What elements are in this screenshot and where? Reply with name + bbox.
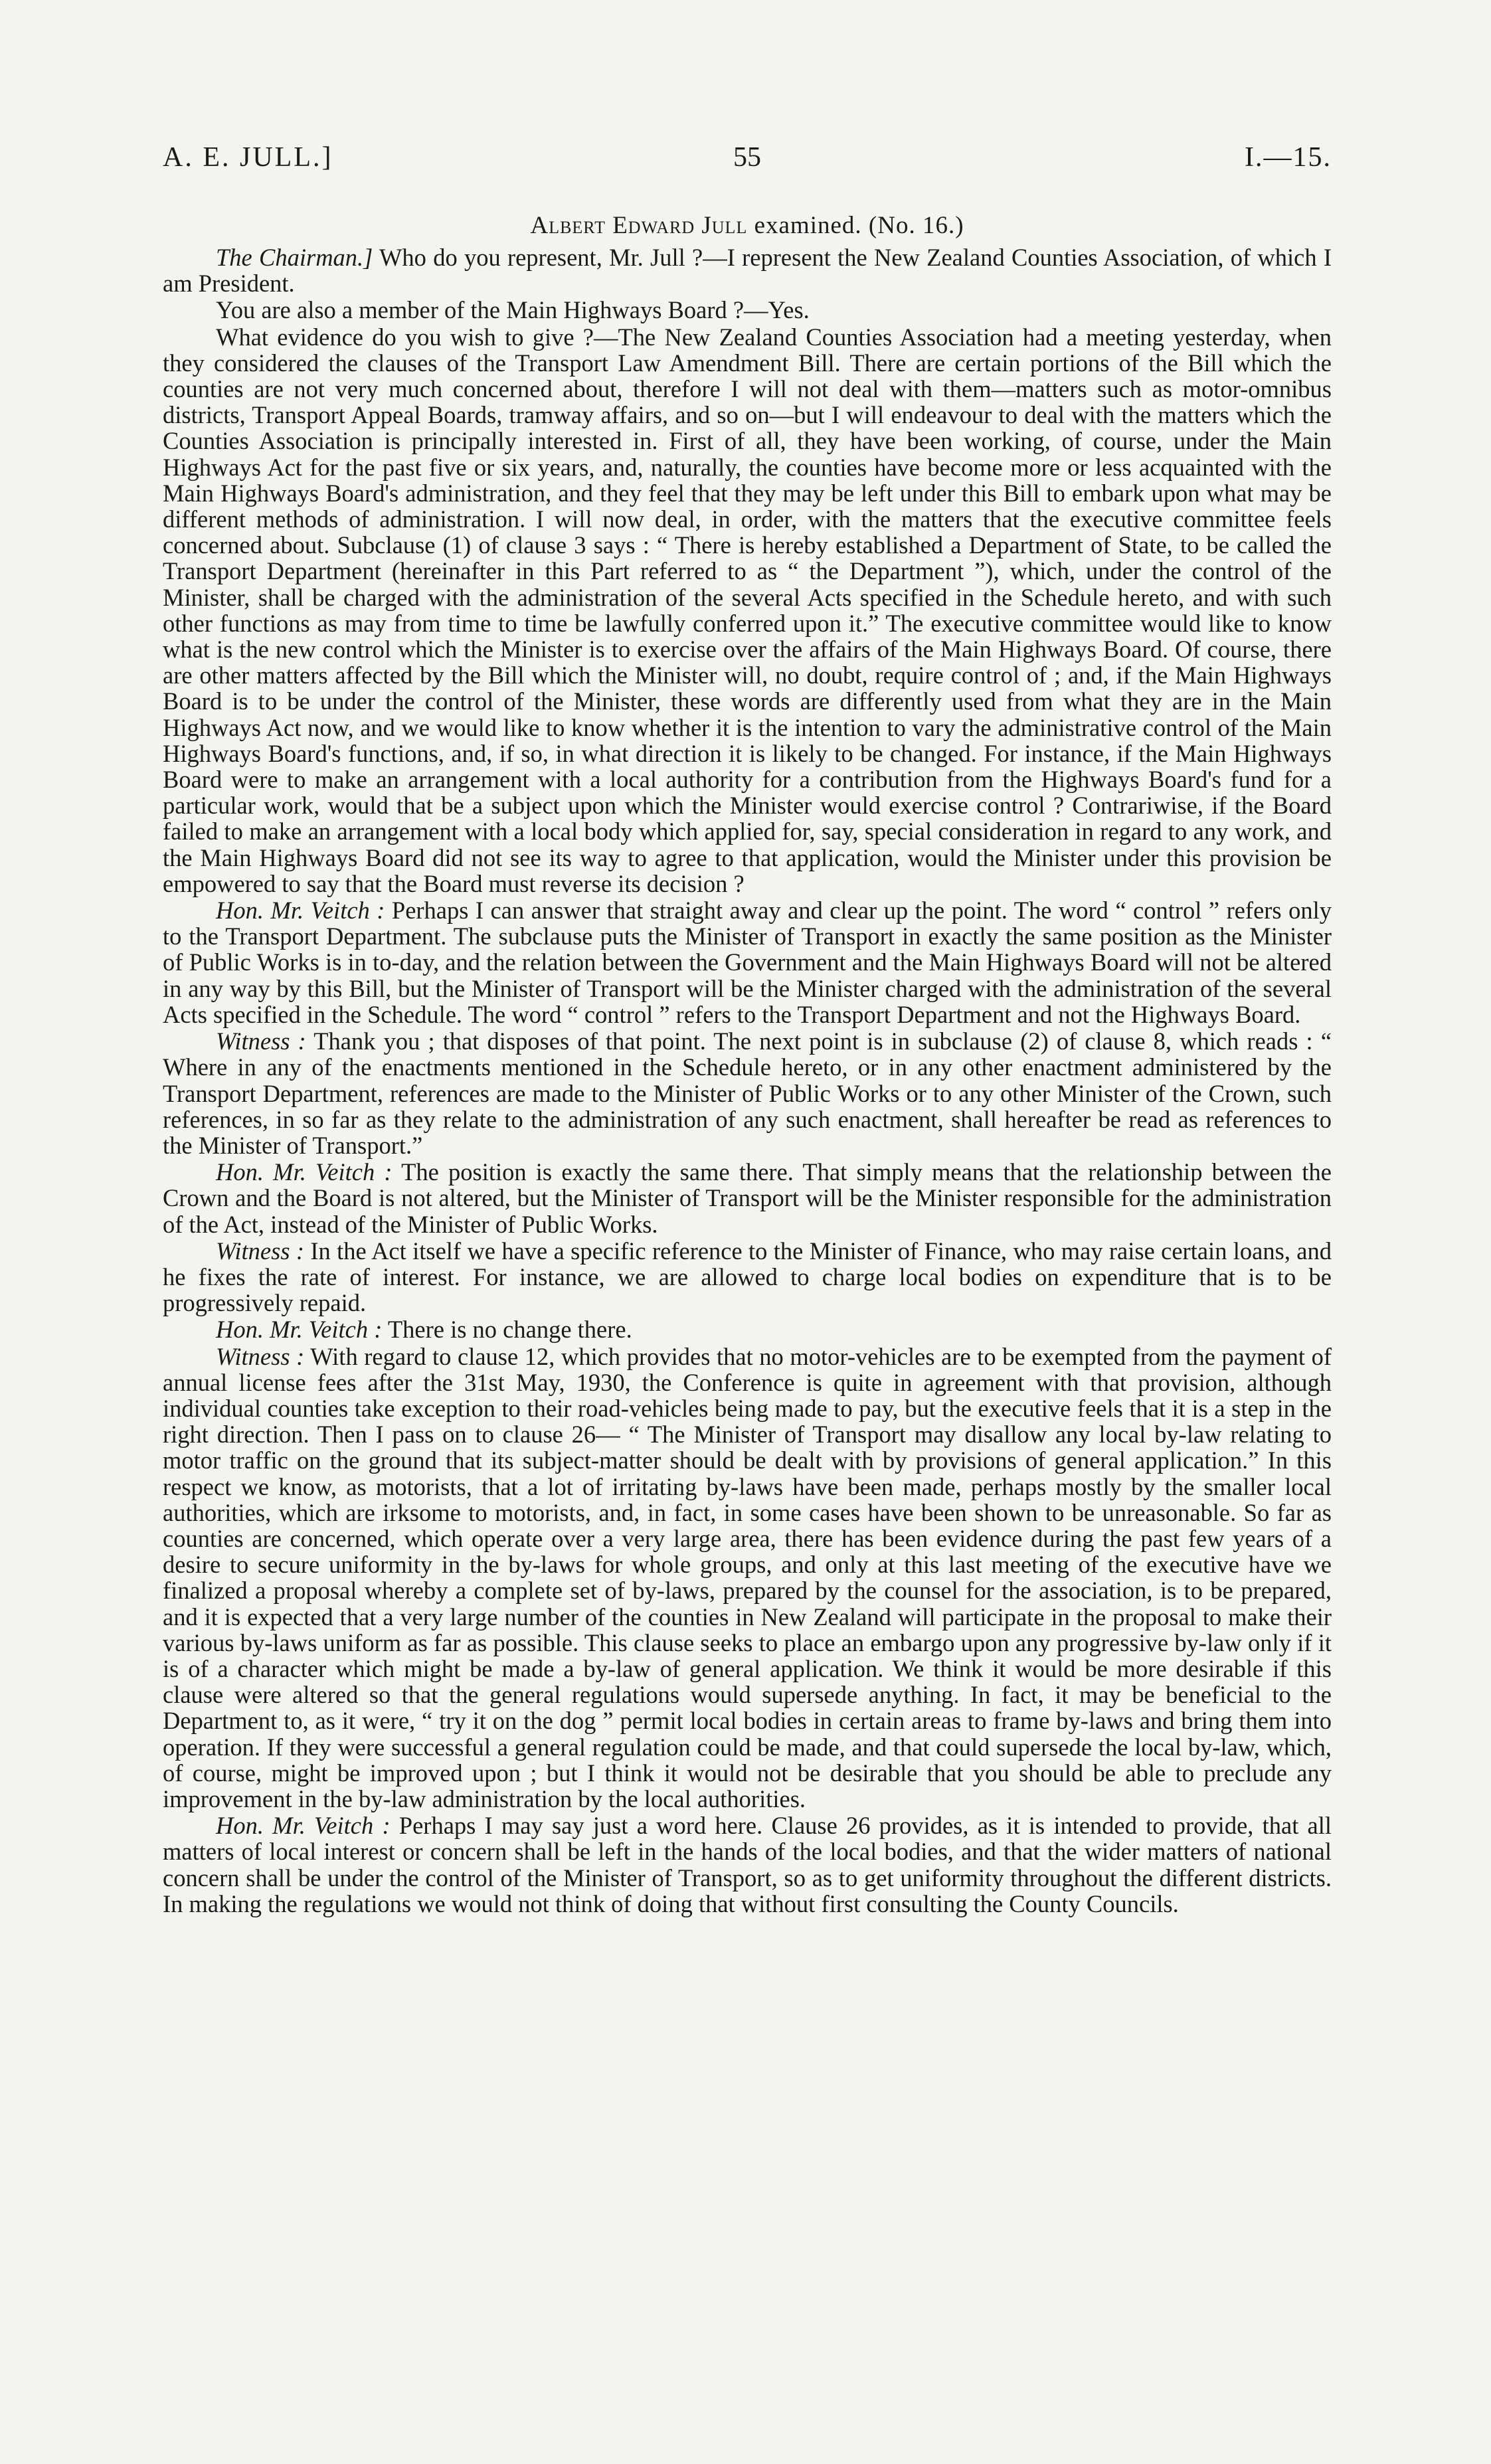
speaker-label: Witness : [216, 1027, 306, 1055]
speaker-label: Witness : [216, 1237, 305, 1265]
testimony-paragraph [163, 897, 1332, 1027]
testimony-paragraph [163, 1812, 1332, 1917]
title-rest: examined. (No. 16.) [747, 212, 964, 239]
header-witness-initials: A. E. JULL.] [163, 142, 333, 173]
paragraph-text: Perhaps I may say just a word here. Clause 26 provides, as it is intended to provide, that all matters of local interest or concern shall be left in the hands of the local bodies, and that the wider matters of national concern shall be under the control of the Minister of Transport, so as to get uniformity throughout the different districts. In making the regulations we would not think of doing that without first consulting the County Councils. [163, 1812, 1332, 1917]
testimony-paragraph [163, 324, 1332, 897]
speaker-label: Hon. Mr. Veitch : [216, 1316, 383, 1344]
paragraph-text: With regard to clause 12, which provides that no motor-vehicles are to be exempted from the payment of annual license fees after the 31st May, 1930, the Conference is quite in agreement with that provision, although individual counties take exception to their road-vehicles being made to pay, but the executive feels that it is a step in the right direction. Then I pass on to clause 26— “ The Minister of Transport may disallow any local by-law relating to motor traffic on the ground that its subject-matter should be dealt with by provisions of general application.” In this respect we know, as motorists, that a lot of irritating by-laws have been made, perhaps mostly by the smaller local authorities, which are irksome to motorists, and, in fact, in some cases have been shown to be unreasonable. So far as counties are concerned, which operate over a very large area, there has been evidence during the past few years of a desire to secure uniformity in the by-laws for whole groups, and only at this last meeting of the executive have we finalized a proposal whereby a complete set of by-laws, prepared by the counsel for the association, is to be prepared, and it is expected that a very large number of the counties in New Zealand will participate in the proposal to make their various by-laws uniform as far as possible. This clause seeks to place an embargo upon any progressive by-law only if it is of a character which might be made a by-law of general application. We think it would be more desirable if this clause were altered so that the general regulations would supersede anything. In fact, it may be beneficial to the Department to, as it were, “ try it on the dog ” permit local bodies in certain areas to frame by-laws and bring them into operation. If they were successful a general regulation could be made, and that could supersede the local by-law, which, of course, might be improved upon ; but I think it would not be desirable that you should be able to preclude any improvement in the by-law administration by the local authorities. [163, 1342, 1332, 1812]
testimony-paragraph [163, 1159, 1332, 1237]
section-title [163, 211, 1332, 240]
paragraph-text: Thank you ; that disposes of that point. The next point is in subclause (2) of clause 8, which reads : “ Where in any of the enactments mentioned in the Schedule hereto, or in any other enactment administered by the Transport Department, references are made to the Minister of Public Works or to any other Minister of the Crown, such references, in so far as they relate to the administration of any such enactment, shall hereafter be read as references to the Minister of Transport.” [163, 1027, 1332, 1159]
speaker-label: Hon. Mr. Veitch : [216, 1158, 393, 1186]
paragraph-text: Who do you represent, Mr. Jull ?—I represent the New Zealand Counties Association, of which I am President. [163, 244, 1332, 298]
speaker-label: The Chairman.] [216, 244, 373, 271]
document-reference: I.—15. [1245, 142, 1332, 173]
page-header [163, 141, 1332, 181]
testimony-paragraph [163, 1028, 1332, 1158]
witness-name: Albert Edward Jull [530, 212, 748, 239]
page-number: 55 [733, 142, 761, 173]
testimony-body [163, 244, 1332, 1917]
testimony-paragraph [163, 1344, 1332, 1812]
testimony-paragraph [163, 297, 1332, 323]
testimony-paragraph [163, 1316, 1332, 1342]
paragraph-text: Perhaps I can answer that straight away and clear up the point. The word “ control ” refers only to the Transport Department. The subclause puts the Minister of Transport in exactly the same position as the Minister of Public Works is in to-day, and the relation between the Government and the Main Highways Board will not be altered in any way by this Bill, but the Minister of Transport will be the Minister charged with the administration of the several Acts specified in the Schedule. The word “ control ” refers to the Transport Department and not the Highways Board. [163, 897, 1332, 1028]
speaker-label: Witness : [216, 1342, 305, 1370]
paragraph-text: The position is exactly the same there. That simply means that the relationship between the Crown and the Board is not altered, but the Minister of Transport will be the Minister responsible for the administration of the Act, instead of the Minister of Public Works. [163, 1158, 1332, 1238]
paragraph-text: What evidence do you wish to give ?—The New Zealand Counties Association had a meeting yesterday, when they considered the clauses of the Transport Law Amendment Bill. There are certain portions of the Bill which the counties are not very much concerned about, therefore I will not deal with them—matters such as motor-omnibus districts, Transport Appeal Boards, tramway affairs, and so on—but I will endeavour to deal with the matters which the Counties Association is principally interested in. First of all, they have been working, of course, under the Main Highways Act for the past five or six years, and, naturally, the counties have become more or less acquainted with the Main Highways Board's administration, and they feel that they may be left under this Bill to embark upon what may be different methods of administration. I will now deal, in order, with the matters that the executive committee feels concerned about. Subclause (1) of clause 3 says : “ There is hereby established a Department of State, to be called the Transport Department (hereinafter in this Part referred to as “ the Department ”), which, under the control of the Minister, shall be charged with the administration of the several Acts specified in the Schedule hereto, and with such other functions as may from time to time be lawfully conferred upon it.” The executive committee would like to know what is the new control which the Minister is to exercise over the affairs of the Main Highways Board. Of course, there are other matters affected by the Bill which the Minister will, no doubt, require control of ; and, if the Main Highways Board is to be under the control of the Minister, these words are differently used from what they are in the Main Highways Act now, and we would like to know whether it is the intention to vary the administrative control of the Main Highways Board's functions, and, if so, in what direction it is likely to be changed. For instance, if the Main Highways Board were to make an arrangement with a local authority for a contribution from the Highways Board's fund for a particular work, would that be a subject upon which the Minister would exercise control ? Contrariwise, if the Board failed to make an arrangement with a local body which applied for, say, special consideration in regard to any work, and the Main Highways Board did not see its way to agree to that application, would the Minister under this provision be empowered to say that the Board must reverse its decision ? [163, 323, 1332, 897]
paragraph-text: There is no change there. [382, 1316, 632, 1344]
testimony-paragraph [163, 1238, 1332, 1316]
testimony-paragraph [163, 244, 1332, 296]
paragraph-text: You are also a member of the Main Highways Board ?—Yes. [216, 296, 810, 324]
paragraph-text: In the Act itself we have a specific reference to the Minister of Finance, who may raise certain loans, and he fixes the rate of interest. For instance, we are allowed to charge local bodies on expenditure that is to be progressively repaid. [163, 1237, 1332, 1317]
speaker-label: Hon. Mr. Veitch : [216, 897, 385, 924]
speaker-label: Hon. Mr. Veitch : [216, 1812, 391, 1840]
